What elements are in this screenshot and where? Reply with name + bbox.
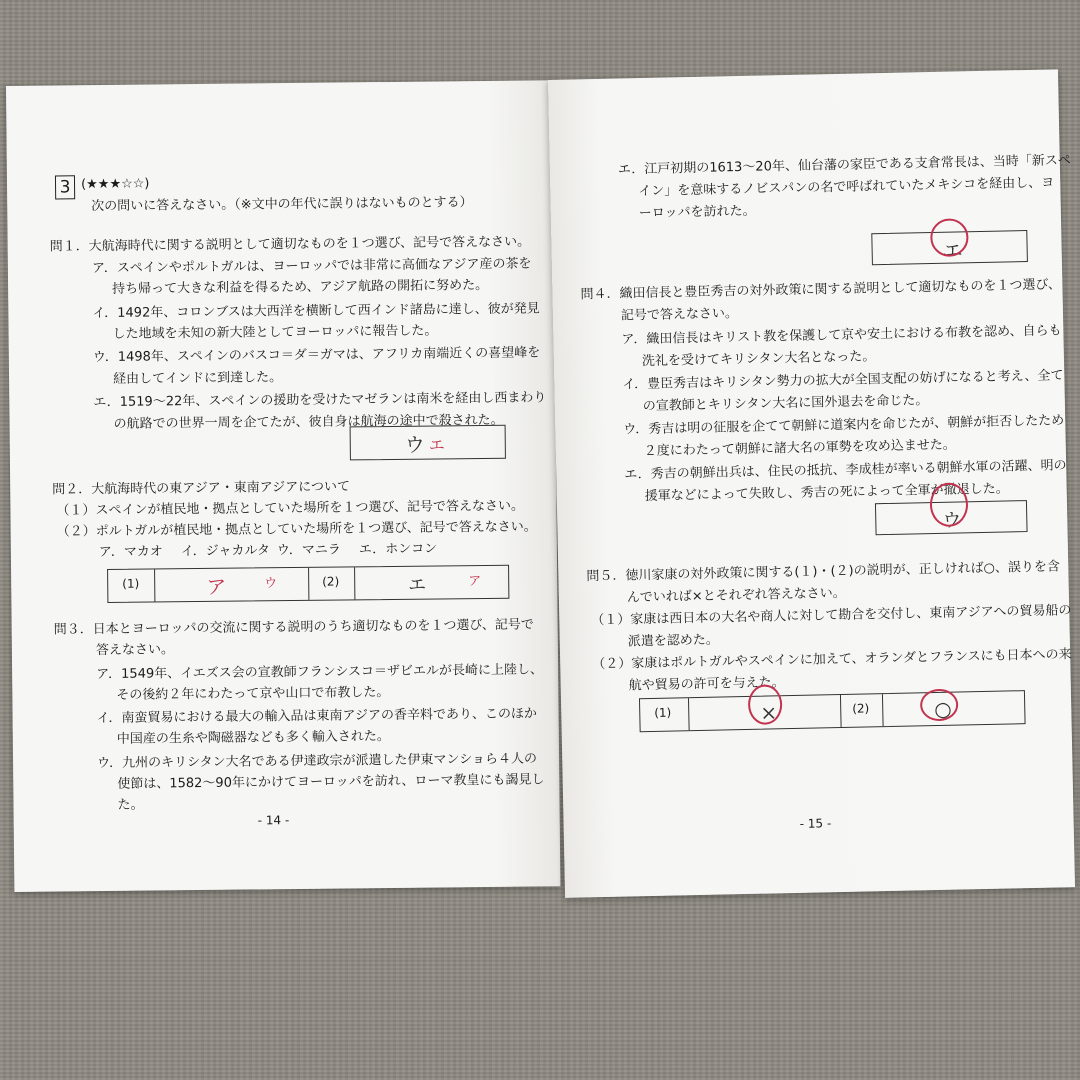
page-number-right: - 15 - — [799, 816, 832, 831]
q2-answer2-red: ア — [468, 574, 482, 590]
q2-option-u: ウ．マニラ — [276, 542, 341, 559]
q5-label-1: (1) — [654, 705, 672, 720]
page-number-left: - 14 - — [257, 813, 290, 828]
q1-option-u1: ウ．1498年、スペインのバスコ＝ダ＝ガマは、アフリカ南端近くの喜望峰を — [92, 345, 541, 366]
q3-option-e2: イン」を意味するノビスパンの名で呼ばれていたメキシコを経由し、ヨ — [638, 175, 1055, 200]
q2-sub2: （２）ポルトガルが植民地・拠点としていた場所を１つ選び、記号で答えなさい。 — [56, 519, 537, 540]
instruction: 次の問いに答えなさい。（※文中の年代に誤りはないものとする） — [91, 195, 473, 215]
q5-sub2-a: （２）家康はポルトガルやスペインに加えて、オランダとフランスにも日本への来 — [592, 647, 1072, 673]
q4-option-e2: 援軍などによって失敗し、秀吉の死によって全軍が撤退した。 — [644, 481, 1009, 505]
difficulty-stars: (★★★☆☆) — [80, 176, 150, 193]
q3-answer-box[interactable] — [871, 230, 1028, 265]
q1-answer-black: ウ — [404, 432, 425, 457]
q1-option-a1: ア．スペインやポルトガルは、ヨーロッパでは非常に高価なアジア産の茶を — [91, 256, 532, 277]
q1-stem: 問１．大航海時代に関する説明として適切なものを１つ選び、記号で答えなさい。 — [49, 234, 531, 255]
q3-answer-black: エ — [942, 238, 963, 263]
q2-option-i: イ．ジャカルタ — [180, 543, 271, 560]
q5-stem-1: 問５．徳川家康の対外政策に関する(１)・(２)の説明が、正しければ○、誤りを含 — [586, 559, 1061, 585]
q2-answer-2[interactable] — [354, 566, 508, 600]
q5-answer1: × — [760, 700, 778, 725]
correct-circle-mark — [930, 218, 969, 257]
q1-answer-box[interactable] — [350, 425, 506, 461]
q3-option-a1: ア．1549年、イエズス会の宣教師フランシスコ＝ザビエルが長崎に上陸し、 — [96, 662, 544, 683]
q1-option-a2: 持ち帰って大きな利益を得るため、アジア航路の開拓に努めた。 — [112, 277, 489, 297]
q1-option-i2: した地域を未知の新大陸としてヨーロッパに報告した。 — [112, 323, 438, 342]
q4-option-e1: エ．秀吉の朝鮮出兵は、住民の抵抗、李成桂が率いる朝鮮水軍の活躍、明の — [624, 458, 1067, 483]
q1-answer-red: エ — [428, 435, 445, 455]
q5-answer2: ○ — [934, 696, 952, 722]
q1-option-e2: の航路での世界一周を企てたが、彼自身は航海の途中で殺された。 — [113, 412, 504, 432]
q5-label-2: (2) — [852, 701, 870, 716]
q3-option-i2: 中国産の生糸や陶磁器なども多く輸入された。 — [116, 729, 390, 747]
q1-option-u2: 経由してインドに到達した。 — [112, 370, 283, 387]
q4-stem-2: 記号で答えなさい。 — [620, 306, 739, 324]
q3-option-u3: た。 — [117, 797, 144, 813]
q3-option-u2: 使節は、1582～90年にかけてヨーロッパを訪れ、ローマ教皇にも謁見し — [117, 772, 545, 792]
q2-sub1: （１）スペインが植民地・拠点としていた場所を１つ選び、記号で答えなさい。 — [56, 498, 524, 519]
correct-circle-mark — [748, 684, 783, 725]
q3-option-i1: イ．南蛮貿易における最大の輸入品は東南アジアの香辛料であり、このほか — [96, 706, 537, 727]
q1-option-e1: エ．1519～22年、スペインの援助を受けたマゼランは南米を経由し西まわり — [93, 390, 547, 411]
q2-answer1-red: ウ — [264, 576, 278, 592]
q2-option-e: エ．ホンコン — [358, 541, 438, 558]
q5-answer-2[interactable] — [882, 691, 1025, 726]
q4-answer-black: ウ — [942, 509, 962, 532]
q4-option-u2: ２度にわたって朝鮮に諸大名の軍勢を攻め込ませた。 — [643, 437, 956, 460]
q1-option-i1: イ．1492年、コロンブスは大西洋を横断して西インド諸島に達し、彼が発見 — [92, 301, 540, 322]
q3-option-e1: エ．江戸初期の1613～20年、仙台藩の家臣である支倉常長は、当時「新スペ — [617, 153, 1071, 178]
q3-option-a2: その後約２年にわたって京や山口で布教した。 — [116, 685, 390, 703]
correct-circle-mark — [930, 482, 969, 527]
right-page — [548, 69, 1075, 898]
q2-answer2-black: エ — [408, 574, 427, 596]
q3-option-e3: ーロッパを訪れた。 — [638, 203, 756, 222]
q5-answer-1[interactable] — [688, 695, 841, 730]
q2-label-1: (1) — [122, 576, 140, 591]
q5-sub1-b: 派遣を認めた。 — [627, 632, 719, 650]
q4-stem-1: 問４．織田信長と豊臣秀吉の対外政策に関する説明として適切なものを１つ選び、 — [580, 277, 1062, 303]
q4-option-i1: イ．豊臣秀吉はキリシタン勢力の拡大が全国支配の妨げになると考え、全て — [622, 368, 1064, 393]
q2-stem: 問２．大航海時代の東アジア・東南アジアについて — [52, 479, 350, 498]
q2-label-2: (2) — [322, 574, 340, 589]
q2-answer-1[interactable] — [154, 568, 308, 602]
q4-option-a1: ア．織田信長はキリスト教を保護して京や安土における布教を認め、自らも — [621, 323, 1062, 348]
q3-option-u1: ウ．九州のキリシタン大名である伊達政宗が派遣した伊東マンショら４人の — [97, 751, 538, 772]
section-number: 3 — [55, 175, 75, 199]
q5-sub2-b: 航や貿易の許可を与えた。 — [628, 675, 785, 694]
q5-answer-table — [639, 690, 1026, 732]
left-page — [6, 80, 560, 892]
q2-answer1-black: ア — [206, 574, 227, 599]
q5-sub1-a: （１）家康は西日本の大名や商人に対して勘合を交付し、東南アジアへの貿易船の — [591, 603, 1072, 629]
q2-answer-table — [107, 565, 509, 603]
q3-stem-1: 問３．日本とヨーロッパの交流に関する説明のうち適切なものを１つ選び、記号で — [53, 617, 534, 638]
q5-stem-2: んでいれば×とそれぞれ答えなさい。 — [626, 585, 846, 606]
q4-option-u1: ウ．秀吉は明の征服を企てて朝鮮に道案内を命じたが、朝鮮が拒否したため — [623, 413, 1065, 438]
correct-circle-mark — [920, 689, 959, 722]
q4-option-a2: 洗礼を受けてキリシタン大名となった。 — [641, 349, 876, 370]
q3-stem-2: 答えなさい。 — [95, 642, 175, 659]
q4-option-i2: の宣教師とキリシタン大名に国外退去を命じた。 — [642, 393, 929, 415]
q4-answer-box[interactable] — [875, 500, 1028, 535]
q2-option-a: ア．マカオ — [98, 544, 163, 561]
